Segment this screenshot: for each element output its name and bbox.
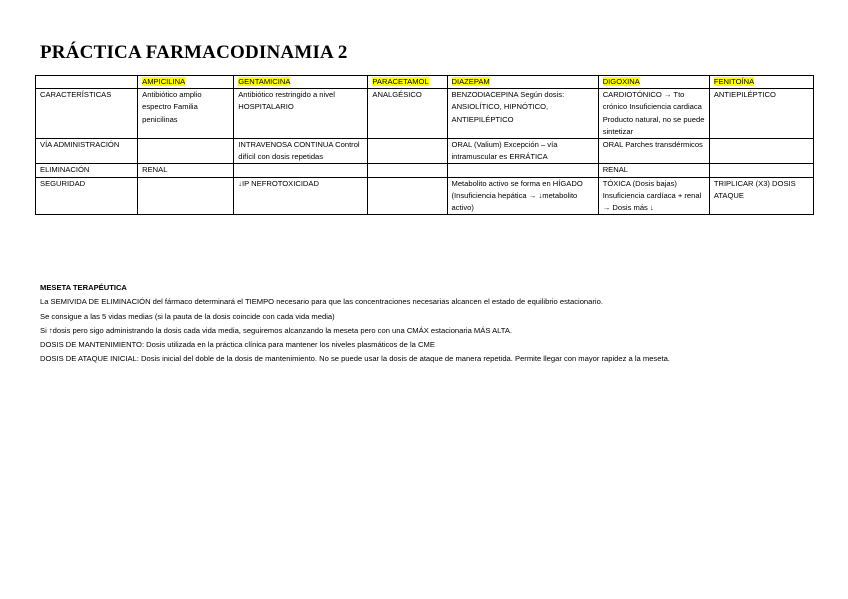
table-cell: Metabolito activo se forma en HÍGADO (Insuficiencia hepática → ↓metabolito activo): [447, 177, 598, 215]
table-cell: BENZODIACEPINA Según dosis: ANSIOLÍTICO, HIPNÓTICO, ANTIEPILÉPTICO: [447, 89, 598, 139]
drug-name-highlight: PARACETAMOL: [372, 77, 429, 86]
notes-line: Si ↑dosis pero sigo administrando la dosis cada vida media, seguiremos alcanzando la meseta pero con una CMÁX estacionaria MÁS ALTA.: [40, 325, 513, 335]
table-cell: [368, 139, 447, 164]
table-cell: RENAL: [138, 164, 234, 177]
table-cell: ANTIEPILÉPTICO: [709, 89, 813, 139]
header-cell-empty: [36, 76, 138, 89]
table-cell: [709, 139, 813, 164]
table-cell: [709, 164, 813, 177]
notes-title: MESETA TERAPÉUTICA: [40, 283, 127, 292]
table-cell: ↓IP NEFROTOXICIDAD: [234, 177, 368, 215]
table-cell: Antibiótico restringido a nivel HOSPITALARIO: [234, 89, 368, 139]
table-cell: Antibiótico amplio espectro Familia penicilinas: [138, 89, 234, 139]
notes-line: La SEMIVIDA DE ELIMINACIÓN del fármaco determinará el TIEMPO necesario para que las concentraciones necesarias alcancen el estado de equilibrio estacionario.: [40, 297, 603, 307]
header-cell-paracetamol: [368, 76, 447, 89]
header-cell-ampicilina: [138, 76, 234, 89]
table-cell: [368, 164, 447, 177]
header-cell-fenitoina: [709, 76, 813, 89]
header-cell-digoxina: [598, 76, 709, 89]
table-cell: TÓXICA (Dosis bajas) Insuficiencia cardíaca + renal → Dosis más ↓: [598, 177, 709, 215]
header-cell-diazepam: [447, 76, 598, 89]
table-header-row: [36, 76, 814, 89]
table-cell: [368, 177, 447, 215]
table-row-caracteristicas: [36, 89, 814, 139]
drug-name-highlight: DIAZEPAM: [451, 77, 490, 86]
table-cell: ANALGÉSICO: [368, 89, 447, 139]
notes-line: DOSIS DE MANTENIMIENTO: Dosis utilizada en la práctica clínica para mantener los niveles plasmáticos de la CME: [40, 340, 435, 350]
table-cell: ORAL Parches transdérmicos: [598, 139, 709, 164]
row-label: VÍA ADMINISTRACIÓN: [36, 139, 138, 164]
drug-name-highlight: FENITOÍNA: [713, 77, 755, 86]
table-cell: [447, 164, 598, 177]
header-cell-gentamicina: [234, 76, 368, 89]
table-cell: CARDIOTÓNICO → Tto crónico Insuficiencia cardiaca Producto natural, no se puede sintetizar: [598, 89, 709, 139]
drug-name-highlight: GENTAMICINA: [238, 77, 291, 86]
row-label: SEGURIDAD: [36, 177, 138, 215]
table-cell: [234, 164, 368, 177]
table-cell: INTRAVENOSA CONTINUA Control difícil con dosis repetidas: [234, 139, 368, 164]
drug-name-highlight: DIGOXINA: [602, 77, 640, 86]
drug-name-highlight: AMPICILINA: [142, 77, 186, 86]
drug-comparison-table: [35, 75, 814, 215]
notes-line: Se consigue a las 5 vidas medias (si la pauta de la dosis coincide con cada vida media): [40, 311, 335, 321]
page-title: PRÁCTICA FARMACODINAMIA 2: [40, 42, 348, 63]
notes-line: DOSIS DE ATAQUE INICIAL: Dosis inicial del doble de la dosis de mantenimiento. No se puede usar la dosis de ataque de manera repetida. Permite llegar con mayor rapidez a la meseta.: [40, 354, 670, 364]
table-row-seguridad: [36, 177, 814, 215]
table-cell: [138, 139, 234, 164]
table-row-via-administracion: [36, 139, 814, 164]
row-label: CARACTERÍSTICAS: [36, 89, 138, 139]
table-cell: ORAL (Valium) Excepción – vía intramuscular es ERRÁTICA: [447, 139, 598, 164]
table-cell: RENAL: [598, 164, 709, 177]
table-cell: TRIPLICAR (X3) DOSIS ATAQUE: [709, 177, 813, 215]
table-cell: [138, 177, 234, 215]
table-row-eliminacion: [36, 164, 814, 177]
notes-section: [40, 281, 830, 367]
row-label: ELIMINACIÓN: [36, 164, 138, 177]
